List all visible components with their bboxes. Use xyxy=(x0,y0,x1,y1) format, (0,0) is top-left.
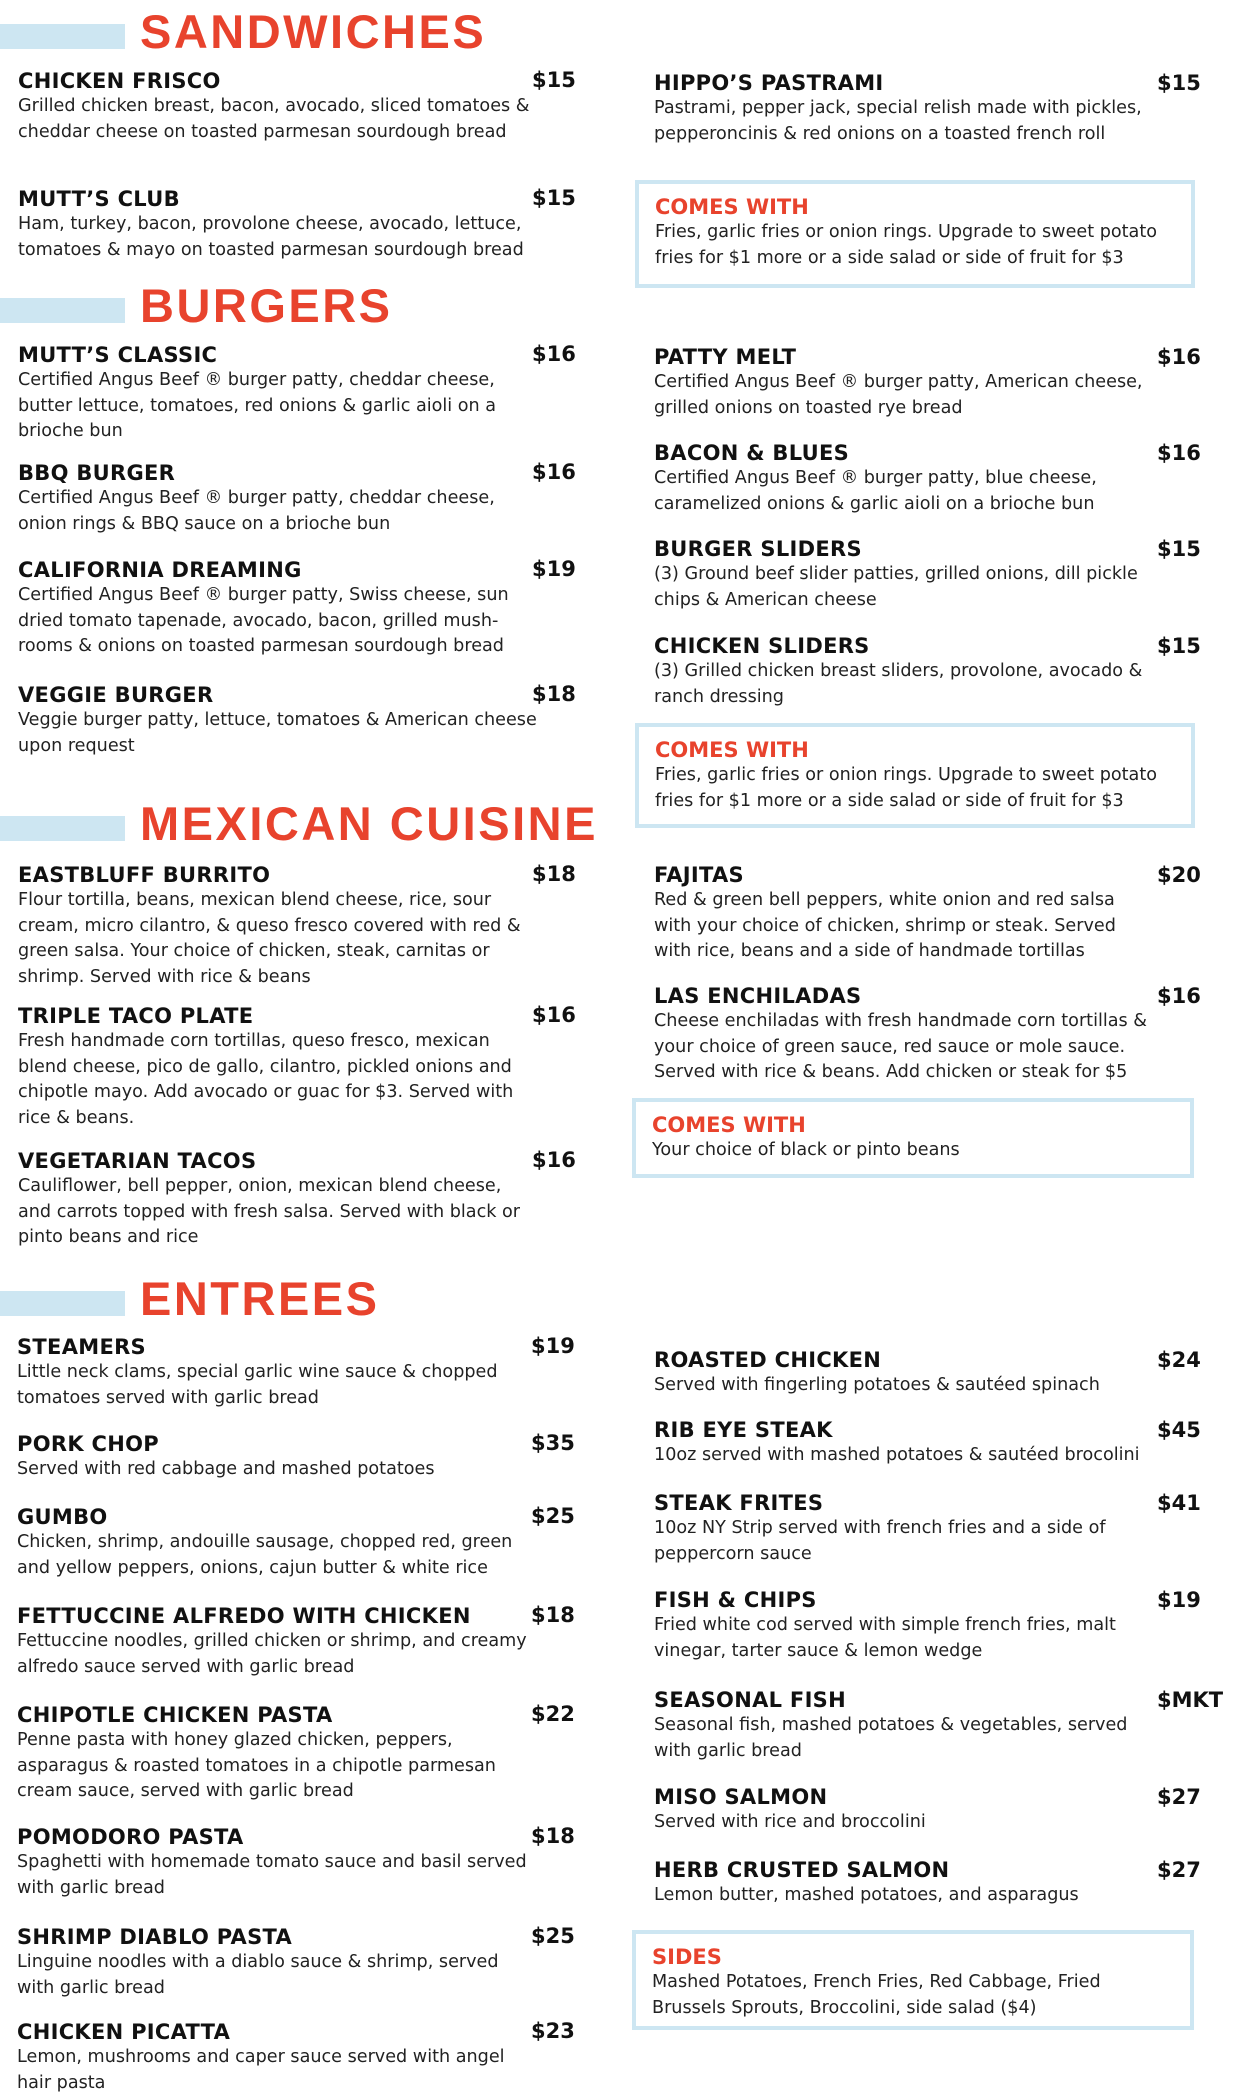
menu-item-bbq-burger xyxy=(18,460,538,537)
item-price: $25 xyxy=(531,1924,575,1948)
menu-item-vegetarian-tacos xyxy=(18,1148,538,1251)
box-text: Fries, garlic fries or onion rings. Upgrade to sweet potato fries for $1 more or a side salad or side of fruit for $3 xyxy=(655,765,1157,811)
item-name: SEASONAL FISH xyxy=(654,1688,846,1712)
menu-item-mutts-club xyxy=(18,186,538,263)
item-name: HIPPO’S PASTRAMI xyxy=(654,71,884,95)
menu-item-roasted-chicken xyxy=(654,1347,1154,1399)
item-name: GUMBO xyxy=(17,1505,108,1529)
box-heading: COMES WITH xyxy=(655,738,809,762)
item-price: $16 xyxy=(532,342,576,366)
menu-item-triple-taco-plate xyxy=(18,1003,538,1131)
item-price: $23 xyxy=(531,2019,575,2043)
menu-item-veggie-burger xyxy=(18,682,538,759)
item-price: $18 xyxy=(531,1603,575,1627)
item-name: MISO SALMON xyxy=(654,1785,828,1809)
item-name: ROASTED CHICKEN xyxy=(654,1348,882,1372)
section-accent-bar xyxy=(0,24,125,49)
item-description: Served with red cabbage and mashed potatoes xyxy=(17,1459,435,1479)
menu-item-shrimp-diablo-pasta xyxy=(17,1924,537,2001)
item-description: Served with fingerling potatoes & sautéed spinach xyxy=(654,1375,1100,1395)
item-price: $16 xyxy=(1157,345,1201,369)
item-name: PORK CHOP xyxy=(17,1432,159,1456)
item-name: FAJITAS xyxy=(654,863,744,887)
item-price: $27 xyxy=(1157,1858,1201,1882)
item-name: TRIPLE TACO PLATE xyxy=(18,1004,254,1028)
item-description: Spaghetti with homemade tomato sauce and basil served with garlic bread xyxy=(17,1852,527,1898)
item-description: Pastrami, pepper jack, special relish made with pickles, pepperoncinis & red onions on a toasted french roll xyxy=(654,98,1142,144)
item-price: $15 xyxy=(1157,537,1201,561)
menu-item-chicken-picatta xyxy=(17,2019,537,2096)
item-name: FISH & CHIPS xyxy=(654,1588,817,1612)
menu-item-chicken-sliders xyxy=(654,633,1154,710)
item-price: $35 xyxy=(531,1431,575,1455)
box-heading: COMES WITH xyxy=(655,195,809,219)
item-name: BURGER SLIDERS xyxy=(654,537,862,561)
item-description: Certified Angus Beef ® burger patty, cheddar cheese, butter lettuce, tomatoes, red onions & garlic aioli on a brioche bun xyxy=(18,370,497,441)
item-price: $15 xyxy=(532,68,576,92)
box-text: Mashed Potatoes, French Fries, Red Cabbage, Fried Brussels Sprouts, Broccolini, side salad ($4) xyxy=(652,1972,1101,2018)
box-heading: COMES WITH xyxy=(652,1113,806,1137)
item-description: Veggie burger patty, lettuce, tomatoes & American cheese upon request xyxy=(18,710,537,756)
item-description: Certified Angus Beef ® burger patty, American cheese, grilled onions on toasted rye bread xyxy=(654,372,1143,418)
box-heading: SIDES xyxy=(652,1945,722,1969)
item-description: Fettuccine noodles, grilled chicken or shrimp, and creamy alfredo sauce served with garlic bread xyxy=(17,1631,527,1677)
item-price: $16 xyxy=(532,460,576,484)
item-price: $15 xyxy=(1157,71,1201,95)
menu-item-gumbo xyxy=(17,1504,537,1581)
item-description: Certified Angus Beef ® burger patty, cheddar cheese, onion rings & BBQ sauce on a brioche bun xyxy=(18,488,495,534)
item-name: PATTY MELT xyxy=(654,345,797,369)
item-name: VEGGIE BURGER xyxy=(18,683,214,707)
item-price: $19 xyxy=(1157,1588,1201,1612)
menu-item-patty-melt xyxy=(654,344,1154,421)
item-description: (3) Ground beef slider patties, grilled onions, dill pickle chips & American cheese xyxy=(654,564,1138,610)
menu-item-bacon-blues xyxy=(654,440,1154,517)
item-description: Lemon butter, mashed potatoes, and asparagus xyxy=(654,1885,1079,1905)
section-title: BURGERS xyxy=(140,279,393,332)
item-price: $45 xyxy=(1157,1418,1201,1442)
menu-item-pork-chop xyxy=(17,1431,537,1483)
item-description: Lemon, mushrooms and caper sauce served with angel hair pasta xyxy=(17,2047,505,2093)
item-price: $25 xyxy=(531,1504,575,1528)
menu-item-pomodoro-pasta xyxy=(17,1824,537,1901)
item-description: (3) Grilled chicken breast sliders, provolone, avocado & ranch dressing xyxy=(654,661,1143,707)
section-accent-bar xyxy=(0,298,125,323)
item-name: BBQ BURGER xyxy=(18,461,176,485)
menu-item-hippos-pastrami xyxy=(654,70,1154,147)
item-description: Red & green bell peppers, white onion and red salsa with your choice of chicken, shrimp or steak. Served with rice, beans and a side of handmade tortillas xyxy=(654,890,1116,961)
item-price: $18 xyxy=(532,862,576,886)
item-description: Cauliflower, bell pepper, onion, mexican blend cheese, and carrots topped with fresh salsa. Served with black or pinto beans and rice xyxy=(18,1176,521,1247)
item-name: SHRIMP DIABLO PASTA xyxy=(17,1925,293,1949)
item-description: Penne pasta with honey glazed chicken, peppers, asparagus & roasted tomatoes in a chipotle parmesan cream sauce, served with garlic bread xyxy=(17,1730,496,1801)
menu-item-mutts-classic xyxy=(18,342,538,445)
item-name: CHIPOTLE CHICKEN PASTA xyxy=(17,1703,333,1727)
menu-item-fajitas xyxy=(654,862,1154,965)
box-text: Fries, garlic fries or onion rings. Upgrade to sweet potato fries for $1 more or a side salad or side of fruit for $3 xyxy=(655,222,1157,268)
menu-item-steamers xyxy=(17,1334,537,1411)
item-description: 10oz NY Strip served with french fries and a side of peppercorn sauce xyxy=(654,1518,1106,1564)
item-description: Ham, turkey, bacon, provolone cheese, avocado, lettuce, tomatoes & mayo on toasted parmesan sourdough bread xyxy=(18,214,524,260)
menu-item-chipotle-chicken-pasta xyxy=(17,1702,537,1805)
menu-item-chicken-frisco xyxy=(18,68,538,145)
menu-item-california-dreaming xyxy=(18,557,538,660)
item-name: STEAK FRITES xyxy=(654,1491,824,1515)
item-name: BACON & BLUES xyxy=(654,441,850,465)
item-name: POMODORO PASTA xyxy=(17,1825,244,1849)
item-price: $19 xyxy=(531,1334,575,1358)
item-name: CHICKEN FRISCO xyxy=(18,69,221,93)
item-price: $15 xyxy=(532,186,576,210)
section-accent-bar xyxy=(0,816,125,841)
item-price: $MKT xyxy=(1157,1688,1224,1712)
item-name: MUTT’S CLUB xyxy=(18,187,180,211)
menu-item-las-enchiladas xyxy=(654,983,1154,1086)
menu-item-miso-salmon xyxy=(654,1784,1154,1836)
item-description: Chicken, shrimp, andouille sausage, chopped red, green and yellow peppers, onions, cajun butter & white rice xyxy=(17,1532,513,1578)
item-name: STEAMERS xyxy=(17,1335,146,1359)
section-title: ENTREES xyxy=(140,1272,380,1325)
item-description: Grilled chicken breast, bacon, avocado, sliced tomatoes & cheddar cheese on toasted parmesan sourdough bread xyxy=(18,96,530,142)
item-price: $20 xyxy=(1157,863,1201,887)
item-name: CALIFORNIA DREAMING xyxy=(18,558,302,582)
item-description: Fresh handmade corn tortillas, queso fresco, mexican blend cheese, pico de gallo, cilantro, pickled onions and chipotle mayo. Add avocado or guac for $3. Served with rice & beans. xyxy=(18,1031,514,1128)
item-description: Served with rice and broccolini xyxy=(654,1812,926,1832)
item-description: Fried white cod served with simple french fries, malt vinegar, tarter sauce & lemon wedge xyxy=(654,1615,1116,1661)
item-name: EASTBLUFF BURRITO xyxy=(18,863,271,887)
item-price: $18 xyxy=(532,682,576,706)
menu-item-eastbluff-burrito xyxy=(18,862,538,990)
section-title: SANDWICHES xyxy=(140,5,487,58)
item-name: FETTUCCINE ALFREDO WITH CHICKEN xyxy=(17,1604,471,1628)
menu-item-seasonal-fish xyxy=(654,1687,1154,1764)
item-name: RIB EYE STEAK xyxy=(654,1418,833,1442)
menu-item-fettuccine-alfredo xyxy=(17,1603,537,1680)
item-name: LAS ENCHILADAS xyxy=(654,984,862,1008)
menu-item-herb-crusted-salmon xyxy=(654,1857,1154,1909)
item-description: 10oz served with mashed potatoes & sautéed brocolini xyxy=(654,1445,1140,1465)
item-description: Certified Angus Beef ® burger patty, Swiss cheese, sun dried tomato tapenade, avocado, bacon, grilled mush-rooms & onions on toasted parmesan sourdough bread xyxy=(18,585,509,656)
item-price: $16 xyxy=(532,1148,576,1172)
item-description: Flour tortilla, beans, mexican blend cheese, rice, sour cream, micro cilantro, & queso fresco covered with red & green salsa. Your choice of chicken, steak, carnitas or shrimp. Served with rice & beans xyxy=(18,890,521,987)
comes-with-box-burgers xyxy=(635,723,1195,828)
comes-with-box-mexican xyxy=(632,1098,1194,1178)
box-text: Your choice of black or pinto beans xyxy=(652,1140,960,1160)
item-price: $22 xyxy=(531,1702,575,1726)
item-name: CHICKEN PICATTA xyxy=(17,2020,231,2044)
sides-box xyxy=(632,1930,1194,2030)
menu-item-rib-eye-steak xyxy=(654,1417,1154,1469)
item-name: HERB CRUSTED SALMON xyxy=(654,1858,950,1882)
item-name: VEGETARIAN TACOS xyxy=(18,1149,257,1173)
item-price: $27 xyxy=(1157,1785,1201,1809)
item-name: CHICKEN SLIDERS xyxy=(654,634,870,658)
item-price: $41 xyxy=(1157,1491,1201,1515)
item-description: Certified Angus Beef ® burger patty, blue cheese, caramelized onions & garlic aioli on a brioche bun xyxy=(654,468,1097,514)
item-description: Linguine noodles with a diablo sauce & shrimp, served with garlic bread xyxy=(17,1952,499,1998)
item-name: MUTT’S CLASSIC xyxy=(18,343,218,367)
item-description: Seasonal fish, mashed potatoes & vegetables, served with garlic bread xyxy=(654,1715,1128,1761)
item-description: Cheese enchiladas with fresh handmade corn tortillas & your choice of green sauce, red sauce or mole sauce. Served with rice & beans. Add chicken or steak for $5 xyxy=(654,1011,1148,1082)
item-price: $16 xyxy=(1157,441,1201,465)
menu-item-burger-sliders xyxy=(654,536,1154,613)
menu-item-fish-and-chips xyxy=(654,1587,1154,1664)
item-price: $19 xyxy=(532,557,576,581)
section-accent-bar xyxy=(0,1291,125,1316)
item-price: $18 xyxy=(531,1824,575,1848)
item-description: Little neck clams, special garlic wine sauce & chopped tomatoes served with garlic bread xyxy=(17,1362,498,1408)
item-price: $16 xyxy=(532,1003,576,1027)
item-price: $15 xyxy=(1157,634,1201,658)
section-title: MEXICAN CUISINE xyxy=(140,797,598,850)
menu-item-steak-frites xyxy=(654,1490,1154,1567)
comes-with-box-sandwiches xyxy=(635,180,1195,288)
item-price: $16 xyxy=(1157,984,1201,1008)
item-price: $24 xyxy=(1157,1348,1201,1372)
